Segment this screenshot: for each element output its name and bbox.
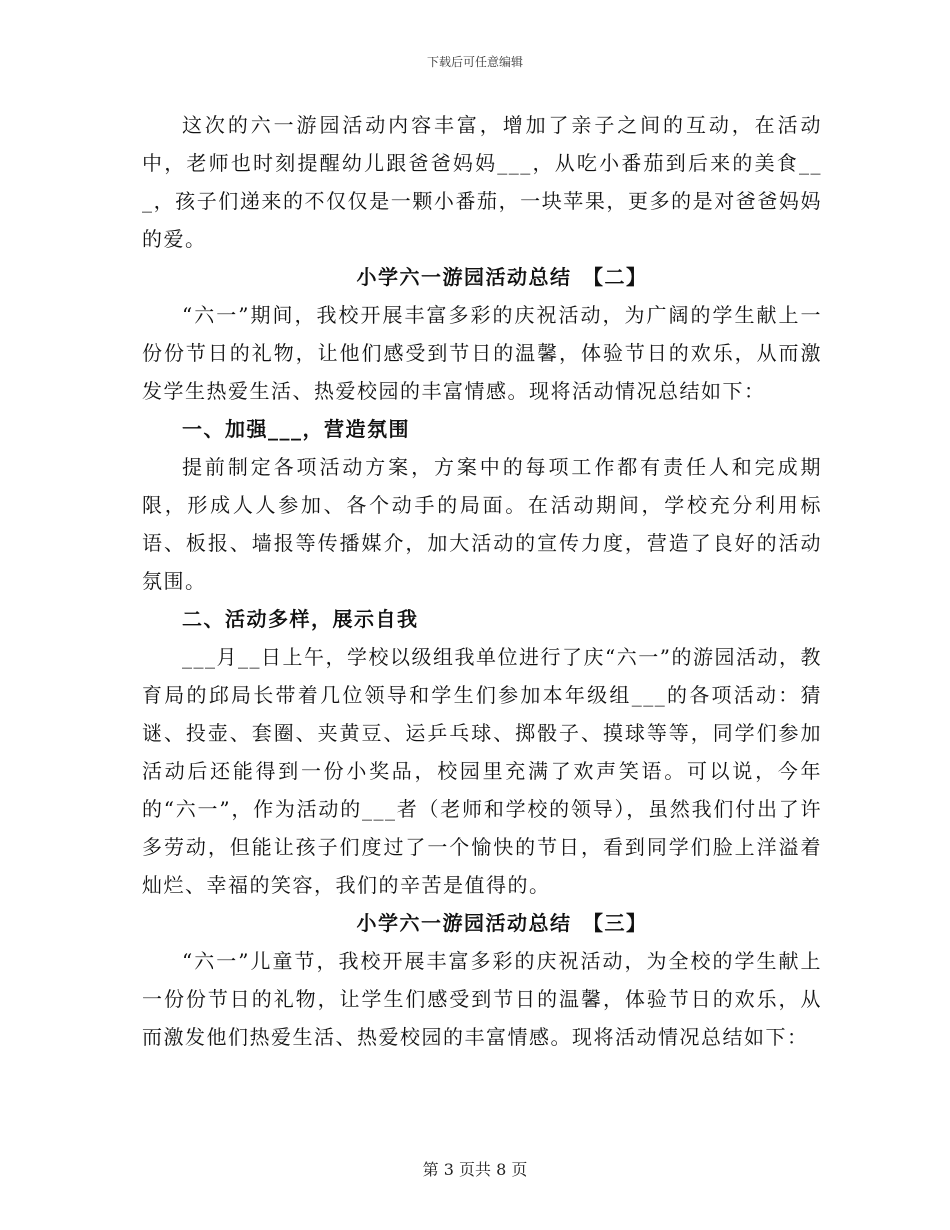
section-2-heading-1: 一、加强___，营造氛围 <box>182 417 410 441</box>
section-2-paragraph-2: ___月__日上午，学校以级组我单位进行了庆“六一”的游园活动，教育局的邱局长带着几位领导和学生们参加本年级组___的各项活动：猜谜、投壶、套圈、夹黄豆、运乒乓球、掷骰子、摸球等等，同学们参加活动后还能得到一份小奖品，校园里充满了欢声笑语。可以说，今年的“六一”，作为活动的___者（老师和学校的领导），虽然我们付出了许多劳动，但能让孩子们度过了一个愉快的节日，看到同学们脸上洋溢着灿烂、幸福的笑容，我们的辛苦是值得的。 <box>142 645 822 897</box>
intro-paragraph: 这次的六一游园活动内容丰富，增加了亲子之间的互动，在活动中，老师也时刻提醒幼儿跟爸爸妈妈___，从吃小番茄到后来的美食___，孩子们递来的不仅仅是一颗小番茄，一块苹果，更多的是对爸爸妈妈的爱。 <box>142 113 822 251</box>
section-2-heading-2: 二、活动多样，展示自我 <box>182 607 419 631</box>
section-title-3: 小学六一游园活动总结 【三】 <box>356 911 648 935</box>
header-note: 下载后可任意编辑 <box>426 55 523 69</box>
section-3-intro: “六一”儿童节，我校开展丰富多彩的庆祝活动，为全校的学生献上一份份节日的礼物，让学生们感受到节日的温馨，体验节日的欢乐，从而激发他们热爱生活、热爱校园的丰富情感。现将活动情况总结如下： <box>142 949 822 1049</box>
document-body <box>142 106 822 1056</box>
section-2-intro: “六一”期间，我校开展丰富多彩的庆祝活动，为广阔的学生献上一份份节日的礼物，让他们感受到节日的温馨，体验节日的欢乐，从而激发学生热爱生活、热爱校园的丰富情感。现将活动情况总结如下： <box>142 303 822 403</box>
page-number: 第 3 页共 8 页 <box>422 1160 528 1179</box>
section-title-2: 小学六一游园活动总结 【二】 <box>356 265 648 289</box>
section-2-paragraph-1: 提前制定各项活动方案，方案中的每项工作都有责任人和完成期限，形成人人参加、各个动手的局面。在活动期间，学校充分利用标语、板报、墙报等传播媒介，加大活动的宣传力度，营造了良好的活动氛围。 <box>142 455 822 593</box>
